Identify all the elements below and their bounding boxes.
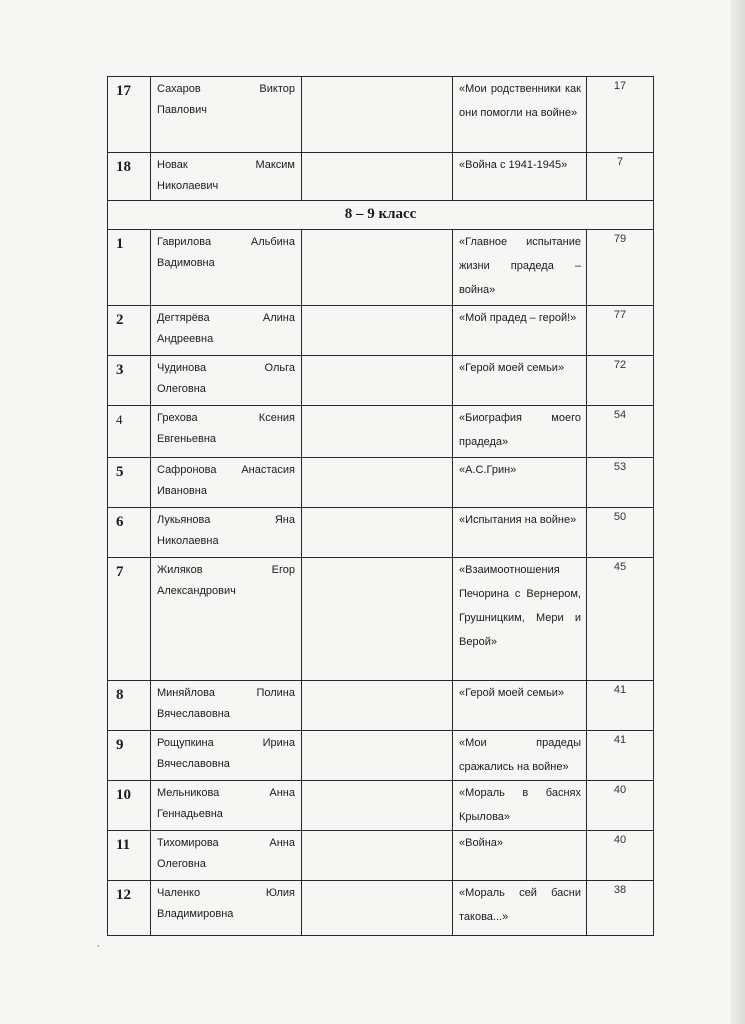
table-row [108,230,654,306]
row-number: 5 [108,458,151,508]
table-row [108,153,654,201]
row-number: 12 [108,881,151,936]
patronymic: Вячеславовна [157,758,230,770]
patronymic: Александрович [157,585,236,597]
essay-topic: «Взаимоотношения Печорина с Вернером, Грушницким, Мери и Верой» [453,558,587,681]
empty-cell [302,508,453,558]
table-row [108,681,654,731]
row-number: 9 [108,731,151,781]
first-name: Полина [256,687,295,699]
empty-cell [302,458,453,508]
first-name: Юлия [265,887,295,899]
first-name: Ирина [262,737,295,749]
essay-topic: «Испытания на войне» [453,508,587,558]
row-number: 8 [108,681,151,731]
first-name: Ольга [264,362,295,374]
patronymic: Олеговна [157,383,206,395]
participant-name [151,230,302,306]
empty-cell [302,831,453,881]
surname: Новак [157,159,188,171]
surname: Гаврилова [157,236,212,248]
surname: Чаленко [157,887,201,899]
first-name: Ксения [258,412,295,424]
results-table [107,76,654,936]
score: 77 [587,306,654,356]
surname: Дегтярёва [157,312,210,324]
patronymic: Ивановна [157,485,207,497]
name-line [157,510,295,531]
table-row [108,458,654,508]
essay-topic: «Мораль в баснях Крылова» [453,781,587,831]
section-title: 8 – 9 класс [108,201,654,230]
score: 50 [587,508,654,558]
essay-topic: «Война с 1941-1945» [453,153,587,201]
participant-name [151,77,302,153]
participant-name [151,558,302,681]
name-line [157,560,295,581]
empty-cell [302,881,453,936]
participant-name [151,681,302,731]
name-line [157,408,295,429]
patronymic: Павлович [157,104,207,116]
name-line [157,232,295,253]
participant-name [151,881,302,936]
first-name: Виктор [259,83,295,95]
first-name: Анна [269,787,295,799]
score: 40 [587,781,654,831]
participant-name [151,406,302,458]
score: 40 [587,831,654,881]
patronymic: Владимировна [157,908,234,920]
surname: Чудинова [157,362,207,374]
score: 45 [587,558,654,681]
essay-topic: «Мои родственники как они помогли на войне» [453,77,587,153]
essay-topic: «Мои прадеды сражались на войне» [453,731,587,781]
essay-topic: «Мой прадед – герой!» [453,306,587,356]
name-line [157,783,295,804]
first-name: Максим [255,159,295,171]
patronymic: Николаевич [157,180,219,192]
table-row [108,77,654,153]
surname: Жиляков [157,564,203,576]
row-number: 11 [108,831,151,881]
participant-name [151,731,302,781]
first-name: Альбина [250,236,295,248]
participant-name [151,508,302,558]
patronymic: Николаевна [157,535,219,547]
surname: Мельникова [157,787,220,799]
row-number: 17 [108,77,151,153]
name-line [157,155,295,176]
essay-topic: «Герой моей семьи» [453,681,587,731]
empty-cell [302,731,453,781]
name-line [157,833,295,854]
table-row [108,508,654,558]
surname: Тихомирова [157,837,219,849]
row-number: 4 [108,406,151,458]
empty-cell [302,406,453,458]
first-name: Анна [269,837,295,849]
participant-name [151,356,302,406]
score: 38 [587,881,654,936]
empty-cell [302,230,453,306]
name-line [157,460,295,481]
first-name: Анастасия [241,464,295,476]
table-row [108,306,654,356]
participant-name [151,306,302,356]
name-line [157,733,295,754]
name-line [157,308,295,329]
row-number: 2 [108,306,151,356]
score: 41 [587,681,654,731]
participant-name [151,831,302,881]
surname: Рощупкина [157,737,214,749]
participant-name [151,458,302,508]
surname: Грехова [157,412,198,424]
patronymic: Вадимовна [157,257,215,269]
score: 72 [587,356,654,406]
table-row [108,356,654,406]
name-line [157,683,295,704]
table-row [108,881,654,936]
row-number: 1 [108,230,151,306]
empty-cell [302,153,453,201]
score: 79 [587,230,654,306]
essay-topic: «Биография моего прадеда» [453,406,587,458]
row-number: 3 [108,356,151,406]
patronymic: Андреевна [157,333,214,345]
empty-cell [302,781,453,831]
table-row [108,781,654,831]
essay-topic: «А.С.Грин» [453,458,587,508]
name-line [157,358,295,379]
results-table-body [108,77,654,936]
surname: Миняйлова [157,687,215,699]
patronymic: Олеговна [157,858,206,870]
score: 41 [587,731,654,781]
empty-cell [302,681,453,731]
score: 17 [587,77,654,153]
essay-topic: «Мораль сей басни такова...» [453,881,587,936]
score: 54 [587,406,654,458]
surname: Сахаров [157,83,201,95]
empty-cell [302,77,453,153]
surname: Сафронова [157,464,217,476]
table-row [108,406,654,458]
participant-name [151,153,302,201]
row-number: 6 [108,508,151,558]
score: 53 [587,458,654,508]
stray-mark: , [97,939,100,948]
empty-cell [302,306,453,356]
name-line [157,79,295,100]
patronymic: Вячеславовна [157,708,230,720]
row-number: 7 [108,558,151,681]
patronymic: Геннадьевна [157,808,223,820]
table-row [108,558,654,681]
table-row [108,831,654,881]
page-edge-shadow [731,0,745,1024]
row-number: 18 [108,153,151,201]
first-name: Яна [274,514,295,526]
essay-topic: «Герой моей семьи» [453,356,587,406]
essay-topic: «Война» [453,831,587,881]
first-name: Егор [271,564,295,576]
empty-cell [302,558,453,681]
participant-name [151,781,302,831]
score: 7 [587,153,654,201]
empty-cell [302,356,453,406]
section-row [108,201,654,230]
name-line [157,883,295,904]
essay-topic: «Главное испытание жизни прадеда – война» [453,230,587,306]
surname: Лукьянова [157,514,211,526]
first-name: Алина [262,312,295,324]
row-number: 10 [108,781,151,831]
patronymic: Евгеньевна [157,433,217,445]
table-row [108,731,654,781]
